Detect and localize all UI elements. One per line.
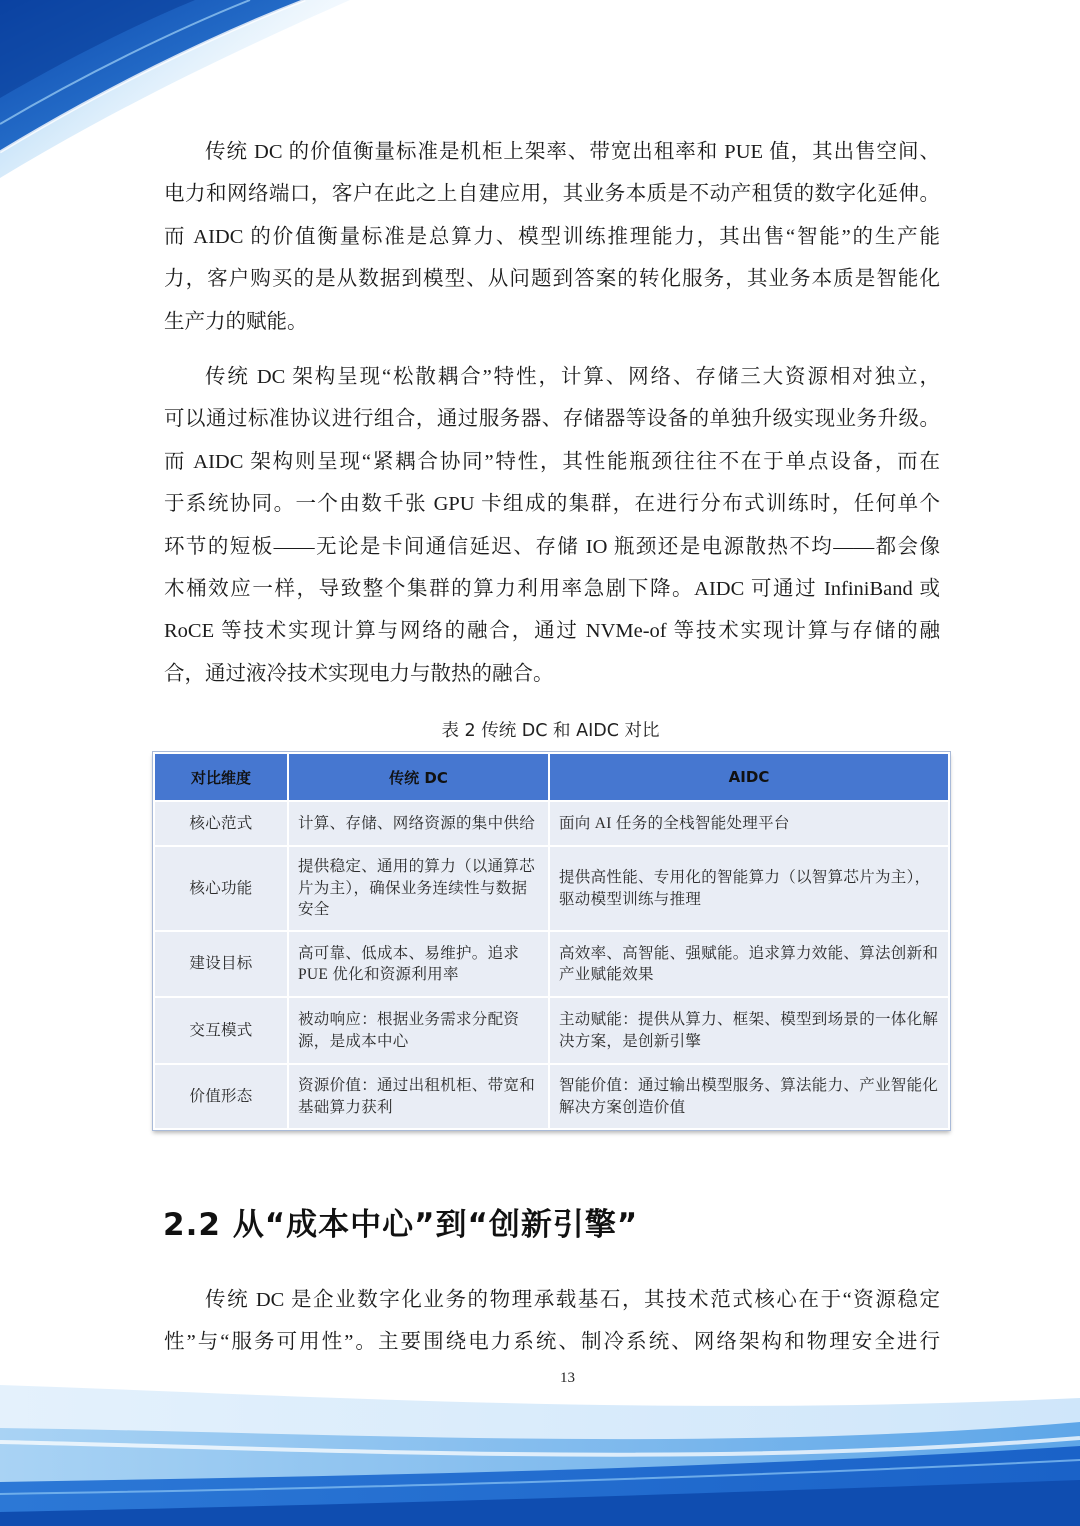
paragraph-architecture <box>164 356 940 695</box>
text-line: 生产力的赋能。 <box>164 310 308 333</box>
text-line: 力，客户购买的是从数据到模型、从问题到答案的转化服务，其业务本质是智能化 <box>164 268 940 291</box>
cell-dimension: 价值形态 <box>154 1064 288 1129</box>
table-row <box>154 997 949 1064</box>
cell-aidc: 智能价值：通过输出模型服务、算法能力、产业智能化解决方案创造价值 <box>549 1064 949 1129</box>
cell-traditional-dc: 高可靠、低成本、易维护。追求 PUE 优化和资源利用率 <box>288 931 549 997</box>
table-row <box>154 1064 949 1129</box>
cell-dimension: 交互模式 <box>154 997 288 1064</box>
text-line: 电力和网络端口，客户在此之上自建应用，其业务本质是不动产租赁的数字化延伸。 <box>164 183 940 206</box>
cell-traditional-dc: 被动响应：根据业务需求分配资源，是成本中心 <box>288 997 549 1064</box>
text-line: 合，通过液冷技术实现电力与散热的融合。 <box>164 662 554 685</box>
text-line: RoCE 等技术实现计算与网络的融合，通过 NVMe-of 等技术实现计算与存储的融 <box>164 620 940 643</box>
text-line: 性”与“服务可用性”。主要围绕电力系统、制冷系统、网络架构和物理安全进行 <box>164 1331 940 1354</box>
cell-aidc: 主动赋能：提供从算力、框架、模型到场景的一体化解决方案，是创新引擎 <box>549 997 949 1064</box>
paragraph-value-standard <box>164 131 940 343</box>
text-line: 而 AIDC 的价值衡量标准是总算力、模型训练推理能力，其出售“智能”的生产能 <box>164 225 940 248</box>
cell-traditional-dc: 计算、存储、网络资源的集中供给 <box>288 801 549 846</box>
header-dimension: 对比维度 <box>154 753 288 801</box>
text-line: 传统 DC 的价值衡量标准是机柜上架率、带宽出租率和 PUE 值，其出售空间、 <box>205 141 940 163</box>
cell-traditional-dc: 提供稳定、通用的算力（以通算芯片为主），确保业务连续性与数据安全 <box>288 846 549 931</box>
comparison-table <box>153 752 950 1130</box>
table-row <box>154 846 949 931</box>
table-header-row <box>154 753 949 801</box>
text-line: 而 AIDC 架构则呈现“紧耦合协同”特性，其性能瓶颈往往不在于单点设备，而在 <box>164 450 940 473</box>
text-line: 环节的短板——无论是卡间通信延迟、存储 IO 瓶颈还是电源散热不均——都会像 <box>164 535 940 558</box>
cell-aidc: 提供高性能、专用化的智能算力（以智算芯片为主），驱动模型训练与推理 <box>549 846 949 931</box>
header-traditional-dc: 传统 DC <box>288 753 549 801</box>
cell-aidc: 面向 AI 任务的全栈智能处理平台 <box>549 801 949 846</box>
text-line: 传统 DC 架构呈现“松散耦合”特性，计算、网络、存储三大资源相对独立， <box>205 366 940 388</box>
table-row <box>154 801 949 846</box>
bottom-wave-decoration <box>0 1370 1080 1526</box>
page-number: 13 <box>560 1370 575 1386</box>
text-line: 传统 DC 是企业数字化业务的物理承载基石，其技术范式核心在于“资源稳定 <box>205 1289 940 1311</box>
paragraph-traditional-dc <box>164 1279 940 1364</box>
text-line: 木桶效应一样，导致整个集群的算力利用率急剧下降。AIDC 可通过 InfiniBand 或 <box>164 578 940 601</box>
section-heading: 2.2 从“成本中心”到“创新引擎” <box>163 1207 639 1243</box>
cell-aidc: 高效率、高智能、强赋能。追求算力效能、算法创新和产业赋能效果 <box>549 931 949 997</box>
cell-dimension: 核心范式 <box>154 801 288 846</box>
text-line: 于系统协同。一个由数千张 GPU 卡组成的集群，在进行分布式训练时，任何单个 <box>164 493 940 516</box>
table-row <box>154 931 949 997</box>
text-line: 可以通过标准协议进行组合，通过服务器、存储器等设备的单独升级实现业务升级。 <box>164 408 940 431</box>
cell-dimension: 建设目标 <box>154 931 288 997</box>
header-aidc: AIDC <box>549 753 949 801</box>
cell-dimension: 核心功能 <box>154 846 288 931</box>
table-caption: 表 2 传统 DC 和 AIDC 对比 <box>441 721 660 741</box>
cell-traditional-dc: 资源价值：通过出租机柜、带宽和基础算力获利 <box>288 1064 549 1129</box>
